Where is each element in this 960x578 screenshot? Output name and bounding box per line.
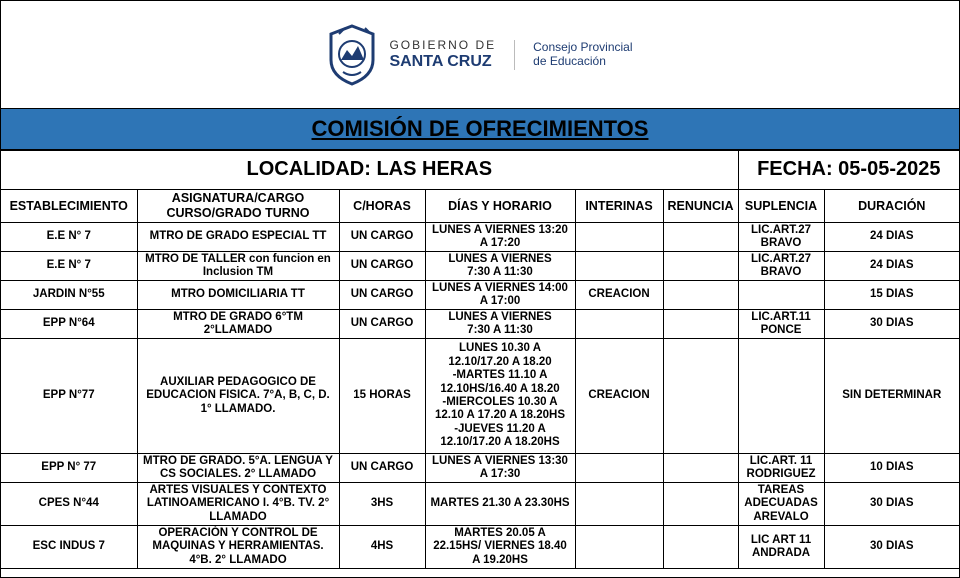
table-row (1, 252, 959, 281)
cell-renuncia (663, 483, 738, 526)
cell-establecimiento: E.E N° 7 (1, 252, 137, 281)
cell-renuncia (663, 223, 738, 252)
cell-horas: 15 HORAS (339, 339, 425, 454)
cell-horas: UN CARGO (339, 281, 425, 310)
cell-interinas: CREACION (575, 281, 663, 310)
government-line-1: GOBIERNO DE (389, 38, 497, 52)
cell-duracion: 24 DIAS (824, 223, 959, 252)
cell-duracion: 30 DIAS (824, 483, 959, 526)
cell-suplencia: LIC.ART. 11 RODRIGUEZ (738, 454, 824, 483)
cell-suplencia: LIC.ART.27 BRAVO (738, 252, 824, 281)
government-logo (327, 24, 632, 86)
cell-asignatura: MTRO DE GRADO. 5°A. LENGUA Y CS SOCIALES. 2° LLAMADO (137, 454, 339, 483)
cell-asignatura: ARTES VISUALES Y CONTEXTO LATINOAMERICANO I. 4°B. TV. 2° LLAMADO (137, 483, 339, 526)
cell-dias: LUNES A VIERNES 7:30 A 11:30 (425, 310, 575, 339)
cell-establecimiento: EPP N° 77 (1, 454, 137, 483)
cell-interinas (575, 483, 663, 526)
cell-dias: LUNES A VIERNES 13:20 A 17:20 (425, 223, 575, 252)
table-body (1, 223, 959, 569)
cell-renuncia (663, 454, 738, 483)
cell-interinas (575, 252, 663, 281)
cell-suplencia: LIC.ART.11 PONCE (738, 310, 824, 339)
cell-duracion: 30 DIAS (824, 526, 959, 569)
council-line-1: Consejo Provincial (533, 39, 633, 54)
cell-interinas (575, 526, 663, 569)
table-row (1, 483, 959, 526)
letterhead (1, 1, 959, 109)
cell-horas: UN CARGO (339, 223, 425, 252)
cell-asignatura: OPERACIÓN Y CONTROL DE MAQUINAS Y HERRAMIENTAS. 4°B. 2° LLAMADO (137, 526, 339, 569)
council-line-2: de Educación (533, 53, 606, 68)
cell-asignatura: MTRO DE GRADO 6°TM 2°LLAMADO (137, 310, 339, 339)
col-renuncia: RENUNCIA (663, 190, 738, 223)
cell-asignatura: AUXILIAR PEDAGOGICO DE EDUCACION FISICA. 7°A, B, C, D. 1° LLAMADO. (137, 339, 339, 454)
cell-horas: 4HS (339, 526, 425, 569)
cell-renuncia (663, 281, 738, 310)
cell-horas: 3HS (339, 483, 425, 526)
cell-establecimiento: EPP N°64 (1, 310, 137, 339)
table-row (1, 223, 959, 252)
cell-duracion: 24 DIAS (824, 252, 959, 281)
col-interinas: INTERINAS (575, 190, 663, 223)
col-suplencia: SUPLENCIA (738, 190, 824, 223)
cell-duracion: 10 DIAS (824, 454, 959, 483)
col-horas: C/HORAS (339, 190, 425, 223)
table-row (1, 310, 959, 339)
cell-suplencia (738, 339, 824, 454)
date-label: FECHA: 05-05-2025 (738, 151, 959, 190)
cell-duracion: 15 DIAS (824, 281, 959, 310)
cell-establecimiento: EPP N°77 (1, 339, 137, 454)
cell-suplencia: LIC.ART.27 BRAVO (738, 223, 824, 252)
cell-interinas: CREACION (575, 339, 663, 454)
cell-renuncia (663, 526, 738, 569)
cell-interinas (575, 223, 663, 252)
logo-divider (514, 40, 515, 70)
cell-duracion: 30 DIAS (824, 310, 959, 339)
cell-establecimiento: JARDIN N°55 (1, 281, 137, 310)
table-row (1, 281, 959, 310)
table-row (1, 339, 959, 454)
cell-renuncia (663, 339, 738, 454)
cell-dias: LUNES A VIERNES 7:30 A 11:30 (425, 252, 575, 281)
cell-suplencia (738, 281, 824, 310)
cell-dias: LUNES A VIERNES 14:00 A 17:00 (425, 281, 575, 310)
council-name (533, 41, 632, 69)
cell-renuncia (663, 252, 738, 281)
cell-establecimiento: CPES N°44 (1, 483, 137, 526)
cell-interinas (575, 310, 663, 339)
cell-establecimiento: E.E N° 7 (1, 223, 137, 252)
government-name (389, 39, 496, 70)
table-row (1, 526, 959, 569)
table-row (1, 454, 959, 483)
cell-dias: MARTES 21.30 A 23.30HS (425, 483, 575, 526)
cell-horas: UN CARGO (339, 454, 425, 483)
cell-horas: UN CARGO (339, 252, 425, 281)
col-establecimiento: ESTABLECIMIENTO (1, 190, 137, 223)
offers-table (1, 150, 959, 569)
provincial-seal-icon (327, 24, 377, 86)
cell-suplencia: LIC ART 11 ANDRADA (738, 526, 824, 569)
column-header-row (1, 190, 959, 223)
government-line-2: SANTA CRUZ (389, 53, 492, 70)
cell-dias: LUNES 10.30 A 12.10/17.20 A 18.20 -MARTES 11.10 A 12.10HS/16.40 A 18.20 -MIERCOLES 10.30 A 12.10 A 17.20 A 18.20HS -JUEVES 11.20 A 12.10/17.20 A 18.20HS (425, 339, 575, 454)
cell-dias: LUNES A VIERNES 13:30 A 17:30 (425, 454, 575, 483)
cell-suplencia: TAREAS ADECUADAS AREVALO (738, 483, 824, 526)
col-dias: DÍAS Y HORARIO (425, 190, 575, 223)
document-title: COMISIÓN DE OFRECIMIENTOS (311, 116, 649, 141)
cell-asignatura: MTRO DOMICILIARIA TT (137, 281, 339, 310)
cell-establecimiento: ESC INDUS 7 (1, 526, 137, 569)
col-duracion: DURACIÓN (824, 190, 959, 223)
locality-row (1, 151, 959, 190)
locality-label: LOCALIDAD: LAS HERAS (1, 151, 738, 190)
cell-interinas (575, 454, 663, 483)
cell-horas: UN CARGO (339, 310, 425, 339)
cell-asignatura: MTRO DE GRADO ESPECIAL TT (137, 223, 339, 252)
col-asignatura: ASIGNATURA/CARGO CURSO/GRADO TURNO (137, 190, 339, 223)
title-band (1, 109, 959, 150)
cell-dias: MARTES 20.05 A 22.15HS/ VIERNES 18.40 A 19.20HS (425, 526, 575, 569)
cell-asignatura: MTRO DE TALLER con funcion en Inclusion TM (137, 252, 339, 281)
cell-renuncia (663, 310, 738, 339)
cell-duracion: SIN DETERMINAR (824, 339, 959, 454)
